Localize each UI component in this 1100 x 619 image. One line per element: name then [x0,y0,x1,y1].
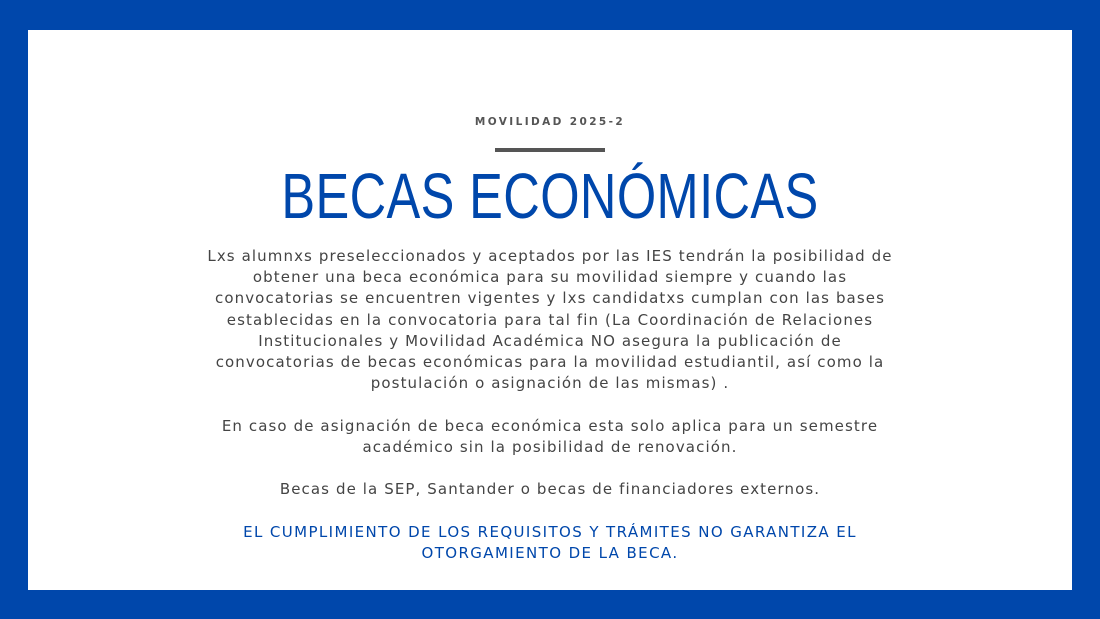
slide-title: BECAS ECONÓMICAS [281,160,819,232]
divider-rule [495,148,605,152]
slide-card [28,30,1072,590]
paragraph-semester: En caso de asignación de beca económica esta solo aplica para un semestre académico sin la posibilidad de renovación. [221,416,879,456]
notice-text: EL CUMPLIMIENTO DE LOS REQUISITOS Y TRÁMITES NO GARANTIZA EL OTORGAMIENTO DE LA BECA. [243,522,857,562]
eyebrow-label: MOVILIDAD 2025-2 [474,116,626,128]
paragraph-requirements: Lxs alumnxs preseleccionados y aceptados por las IES tendrán la posibilidad de obtener una beca económica para su movilidad siempre y cuando las convocatorias se encuentren vigentes y lxs candidatxs cumplan con las bases establecidas en la convocatoria para tal fin (La Coordinación de Relaciones Institucionales y Movilidad Académica NO asegura la publicación de convocatorias de becas económicas para la movilidad estudiantil, así como la postulación o asignación de las mismas) . [207,247,893,393]
body-text [198,246,902,585]
paragraph-sources: Becas de la SEP, Santander o becas de financiadores externos. [279,480,821,499]
